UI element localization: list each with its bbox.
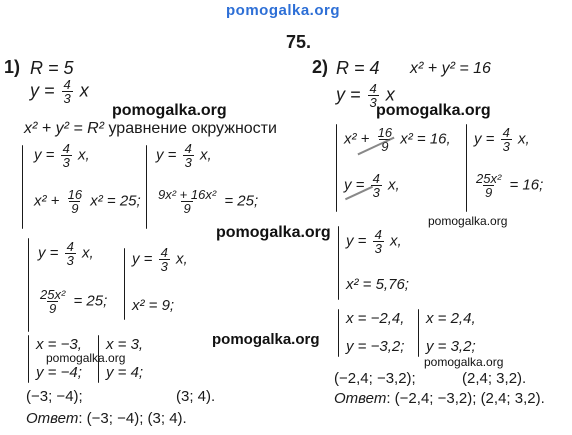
frac-num: 16 (67, 187, 83, 202)
frac-num: 4 (66, 239, 74, 254)
system-brace (466, 124, 467, 212)
frac-den: 3 (374, 241, 382, 256)
frac-num: 4 (160, 245, 168, 260)
part2-sys3b-row1: x = 2,4, (426, 310, 476, 327)
eq-text: x² + (34, 192, 60, 210)
eq-text: y = (346, 232, 367, 250)
frac-num: 4 (184, 141, 192, 156)
part2-sys1b-row2 (472, 172, 543, 199)
circle-description: уравнение окружности (108, 120, 277, 137)
eq-text: x, (388, 176, 400, 194)
part1-sys2a-row2 (36, 288, 107, 315)
answer-text: : (−2,4; −3,2); (2,4; 3,2). (386, 390, 545, 407)
eq-text: y = (132, 250, 153, 268)
part1-sys1b-row1 (156, 142, 212, 169)
eq-text: = 25; (224, 192, 259, 210)
system-brace (418, 309, 419, 357)
system-brace (22, 145, 23, 229)
eq-text: y = (344, 176, 365, 194)
y-var: x (385, 84, 395, 105)
part1-sys2a-row1 (38, 240, 94, 267)
system-brace (338, 226, 339, 300)
part1-answer (26, 410, 187, 427)
frac-den: 3 (372, 185, 380, 200)
frac-num: 25x² (476, 171, 502, 186)
part1-line-equation (30, 78, 89, 105)
problem-number: 75. (286, 32, 312, 52)
frac-den: 9 (49, 301, 57, 316)
system-brace (336, 124, 337, 212)
system-brace (338, 309, 339, 357)
site-watermark: pomogalka.org (216, 224, 331, 241)
eq-text: x² + (344, 130, 370, 148)
frac-den: 9 (71, 201, 79, 216)
system-brace (146, 145, 147, 229)
frac-den: 3 (160, 259, 168, 274)
part2-points-1: (−2,4; −3,2); (334, 370, 416, 387)
part1-points-2: (3; 4). (176, 388, 216, 405)
answer-label: Ответ (26, 410, 79, 427)
eq-text: x² = 16, (400, 130, 451, 148)
part2-sys3b-row2: y = 3,2; (426, 338, 476, 355)
part1-sys1a-row2 (34, 188, 141, 215)
frac-num: 4 (372, 171, 380, 186)
part1-points-1: (−3; −4); (26, 388, 83, 405)
site-watermark: pomogalka.org (428, 214, 508, 228)
eq-text: y = (156, 146, 177, 164)
eq-text: y = (34, 146, 55, 164)
part2-sys1b-row1 (474, 126, 530, 153)
frac-num: 4 (369, 81, 377, 96)
frac-den: 9 (485, 185, 493, 200)
eq-text: x, (78, 146, 90, 164)
part2-answer (334, 390, 545, 407)
frac-den: 3 (63, 91, 71, 106)
system-brace (28, 238, 29, 332)
answer-text: : (−3; −4); (3; 4). (78, 410, 187, 427)
part2-sys1a-row1 (344, 126, 451, 153)
part2-given: R = 4 (336, 58, 380, 78)
part2-sys2-row1 (346, 228, 402, 255)
eq-text: x, (176, 250, 188, 268)
part1-sys2b-row1 (132, 246, 188, 273)
eq-text: x, (390, 232, 402, 250)
frac-num: 4 (502, 125, 510, 140)
eq-text: = 25; (73, 292, 108, 310)
eq-text: x² = 25; (90, 192, 141, 210)
frac-num: 25x² (40, 287, 66, 302)
frac-den: 3 (184, 155, 192, 170)
site-watermark: pomogalka.org (212, 331, 320, 348)
part2-circle-equation: x² + y² = 16 (410, 60, 491, 77)
frac-den: 3 (502, 139, 510, 154)
frac-den: 3 (62, 155, 70, 170)
part2-sys2-row2: x² = 5,76; (346, 276, 409, 293)
eq-text: y = (474, 130, 495, 148)
site-watermark-top: pomogalka.org (226, 2, 341, 19)
site-watermark: pomogalka.org (424, 355, 504, 369)
circle-equation: x² + y² = R² (24, 120, 105, 137)
frac-num: 9x² + 16x² (158, 187, 217, 202)
part1-sys1a-row1 (34, 142, 90, 169)
y-lhs: y = (336, 84, 361, 105)
part1-sys3b-row2: y = 4; (106, 364, 144, 381)
y-lhs: y = (30, 80, 55, 101)
frac-den: 3 (66, 253, 74, 268)
part1-sys2b-row2: x² = 9; (132, 297, 175, 314)
part1-label: 1) (4, 57, 21, 77)
part2-points-2: (2,4; 3,2). (462, 370, 527, 387)
eq-text: y = (38, 244, 59, 262)
part1-sys3b-row1: x = 3, (106, 336, 144, 353)
eq-text: x, (200, 146, 212, 164)
part2-sys3a-row2: y = −3,2; (346, 338, 405, 355)
site-watermark: pomogalka.org (46, 351, 126, 365)
eq-text: x, (518, 130, 530, 148)
y-var: x (79, 80, 89, 101)
frac-den: 3 (369, 95, 377, 110)
frac-num: 4 (62, 141, 70, 156)
frac-num: 4 (374, 227, 382, 242)
part1-given: R = 5 (30, 58, 74, 78)
site-watermark: pomogalka.org (112, 102, 227, 119)
part2-sys3a-row1: x = −2,4, (346, 310, 405, 327)
part1-sys3a-row2: y = −4; (36, 364, 82, 381)
system-brace (28, 335, 29, 383)
system-brace (124, 248, 125, 320)
frac-den: 9 (183, 201, 191, 216)
frac-num: 16 (377, 125, 393, 140)
frac-num: 4 (63, 77, 71, 92)
eq-text: = 16; (509, 176, 544, 194)
part1-sys1b-row2 (154, 188, 258, 215)
part1-circle-line (24, 120, 277, 138)
eq-text: x, (82, 244, 94, 262)
part1-sys3a-row1: x = −3, (36, 336, 82, 353)
part2-label: 2) (312, 57, 329, 77)
frac-den: 9 (381, 139, 389, 154)
site-watermark: pomogalka.org (376, 102, 491, 119)
answer-label: Ответ (334, 390, 387, 407)
